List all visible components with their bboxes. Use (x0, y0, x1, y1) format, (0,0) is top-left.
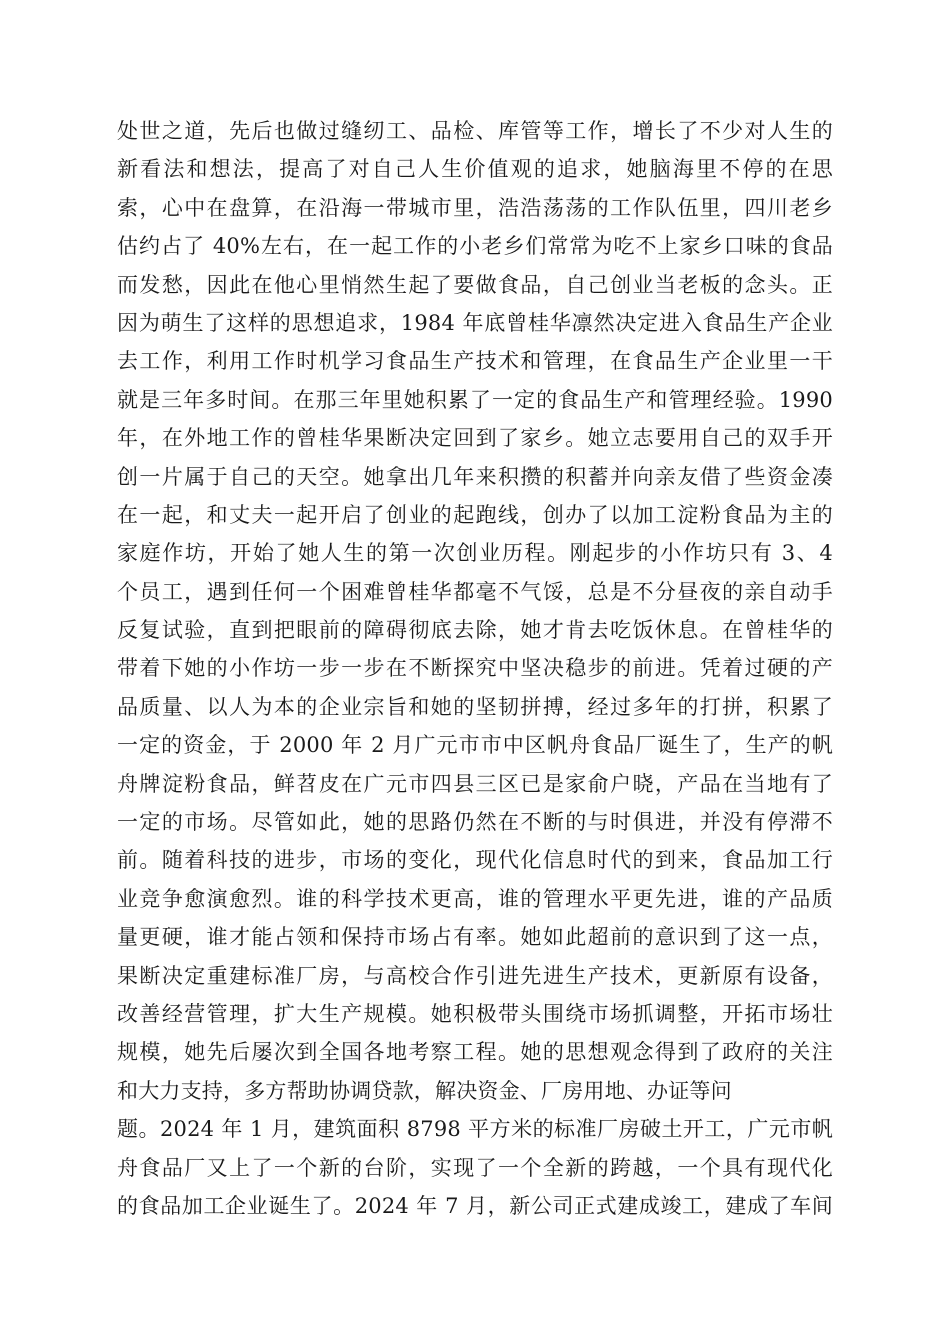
text-line: 年，在外地工作的曾桂华果断决定回到了家乡。她立志要用自己的双手开 (117, 426, 833, 451)
text-line: 果断决定重建标准厂房，与高校合作引进先进生产技术，更新原有设备， (117, 963, 833, 988)
text-line: 因为萌生了这样的思想追求，1984 年底曾桂华凛然决定进入食品生产企业 (117, 310, 833, 335)
text-line: 舟牌淀粉食品，鲜苕皮在广元市四县三区已是家俞户晓，产品在当地有了 (117, 771, 833, 796)
text-line: 业竞争愈演愈烈。谁的科学技术更高，谁的管理水平更先进，谁的产品质 (117, 886, 833, 911)
text-line: 处世之道，先后也做过缝纫工、品检、库管等工作，增长了不少对人生的 (117, 119, 833, 143)
text-line: 规模，她先后屡次到全国各地考察工程。她的思想观念得到了政府的关注 (117, 1040, 833, 1065)
text-line: 去工作，利用工作时机学习食品生产技术和管理，在食品生产企业里一干 (117, 349, 833, 374)
text-line: 的食品加工企业诞生了。2024 年 7 月，新公司正式建成竣工，建成了车间 (117, 1193, 833, 1218)
text-line: 品质量、以人为本的企业宗旨和她的坚韧拼搏，经过多年的打拼，积累了 (117, 694, 833, 719)
text-line: 创一片属于自己的天空。她拿出几年来积攒的积蓄并向亲友借了些资金凑 (117, 464, 833, 489)
text-line: 量更硬，谁才能占领和保持市场占有率。她如此超前的意识到了这一点， (117, 925, 833, 950)
text-line: 估约占了 40%左右，在一起工作的小老乡们常常为吃不上家乡口味的食品 (117, 234, 833, 259)
text-line: 索，心中在盘算，在沿海一带城市里，浩浩荡荡的工作队伍里，四川老乡 (117, 195, 833, 220)
text-line: 而发愁，因此在他心里悄然生起了要做食品，自己创业当老板的念头。正 (117, 272, 833, 297)
text-line: 家庭作坊，开始了她人生的第一次创业历程。刚起步的小作坊只有 3、4 (117, 541, 833, 566)
text-line: 就是三年多时间。在那三年里她积累了一定的食品生产和管理经验。1990 (117, 387, 833, 412)
text-line: 题。2024 年 1 月，建筑面积 8798 平方米的标准厂房破土开工，广元市帆 (117, 1117, 833, 1142)
text-line: 和大力支持，多方帮助协调贷款，解决资金、厂房用地、办证等问 (117, 1078, 732, 1103)
text-line: 一定的市场。尽管如此，她的思路仍然在不断的与时俱进，并没有停滞不 (117, 810, 833, 835)
text-line: 舟食品厂又上了一个新的台阶，实现了一个全新的跨越，一个具有现代化 (117, 1155, 833, 1180)
text-line: 个员工，遇到任何一个困难曾桂华都毫不气馁，总是不分昼夜的亲自动手 (117, 579, 833, 604)
text-line: 在一起，和丈夫一起开启了创业的起跑线，创办了以加工淀粉食品为主的 (117, 502, 833, 527)
text-line: 反复试验，直到把眼前的障碍彻底去除，她才肯去吃饭休息。在曾桂华的 (117, 618, 833, 643)
text-line: 改善经营管理，扩大生产规模。她积极带头围绕市场抓调整，开拓市场壮 (117, 1001, 833, 1026)
body-text (117, 112, 833, 1225)
text-line: 一定的资金，于 2000 年 2 月广元市市中区帆舟食品厂诞生了，生产的帆 (117, 733, 833, 758)
text-line: 新看法和想法，提高了对自己人生价值观的追求，她脑海里不停的在思 (117, 157, 833, 182)
text-line: 前。随着科技的进步，市场的变化，现代化信息时代的到来，食品加工行 (117, 848, 833, 873)
text-line: 带着下她的小作坊一步一步在不断探究中坚决稳步的前进。凭着过硬的产 (117, 656, 833, 681)
